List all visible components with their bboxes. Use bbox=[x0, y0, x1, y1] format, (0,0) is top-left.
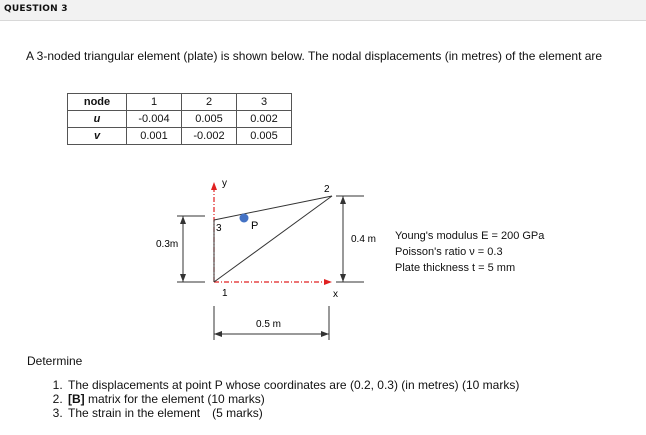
node-1-label: 1 bbox=[222, 288, 228, 299]
element-edge-3-2 bbox=[214, 196, 332, 220]
task-3-text: The strain in the element bbox=[68, 406, 201, 420]
intro-paragraph: A 3-noded triangular element (plate) is shown below. The nodal displacements (in metres) of the element are bbox=[26, 49, 603, 63]
element-edge-1-2 bbox=[214, 196, 332, 282]
bottom-dim-arrow-right bbox=[321, 331, 329, 337]
bottom-dim-label: 0.5 m bbox=[256, 319, 282, 330]
question-title: QUESTION 3 bbox=[4, 4, 68, 14]
task-3-marks: (5 marks) bbox=[212, 406, 263, 420]
determine-label: Determine bbox=[27, 354, 83, 368]
node-2-label: 2 bbox=[324, 184, 330, 195]
right-dim-label: 0.4 m bbox=[351, 234, 377, 245]
task-2-bold: [B] bbox=[68, 392, 85, 406]
x-axis-arrow bbox=[324, 279, 332, 285]
task-item-1 bbox=[66, 378, 519, 392]
task-list bbox=[47, 378, 519, 420]
bottom-dim-arrow-left bbox=[214, 331, 222, 337]
table-header-node: node bbox=[68, 94, 127, 111]
node-3-label: 3 bbox=[216, 223, 222, 234]
table-cell: -0.004 bbox=[127, 111, 182, 128]
table-row-label-v: v bbox=[68, 128, 127, 145]
plate-thickness-text: Plate thickness t = 5 mm bbox=[395, 262, 516, 274]
table-cell: 0.005 bbox=[237, 128, 292, 145]
table-cell: -0.002 bbox=[182, 128, 237, 145]
task-1-text: The displacements at point P whose coordinates are (0.2, 0.3) (in metres) (10 marks) bbox=[68, 378, 520, 392]
poisson-ratio-text: Poisson's ratio ν = 0.3 bbox=[395, 246, 503, 258]
left-dim-arrow-up bbox=[180, 216, 186, 224]
table-col-2: 2 bbox=[182, 94, 237, 111]
right-dim-arrow-down bbox=[340, 274, 346, 282]
y-axis-label: y bbox=[222, 178, 227, 189]
table-col-3: 3 bbox=[237, 94, 292, 111]
table-row-label-u: u bbox=[68, 111, 127, 128]
y-axis-arrow bbox=[211, 182, 217, 190]
material-properties bbox=[395, 228, 544, 276]
table-cell: 0.002 bbox=[237, 111, 292, 128]
x-axis-label: x bbox=[333, 289, 338, 300]
right-dim-arrow-up bbox=[340, 196, 346, 204]
task-item-2 bbox=[66, 392, 519, 406]
point-p-marker bbox=[240, 214, 249, 223]
table-cell: 0.001 bbox=[127, 128, 182, 145]
left-dim-arrow-down bbox=[180, 274, 186, 282]
left-dim-label: 0.3m bbox=[156, 239, 179, 250]
task-item-3 bbox=[66, 406, 519, 420]
table-cell: 0.005 bbox=[182, 111, 237, 128]
task-2-text: matrix for the element (10 marks) bbox=[84, 392, 265, 406]
youngs-modulus-text: Young's modulus E = 200 GPa bbox=[395, 230, 545, 242]
table-col-1: 1 bbox=[127, 94, 182, 111]
point-p-label: P bbox=[251, 220, 259, 232]
